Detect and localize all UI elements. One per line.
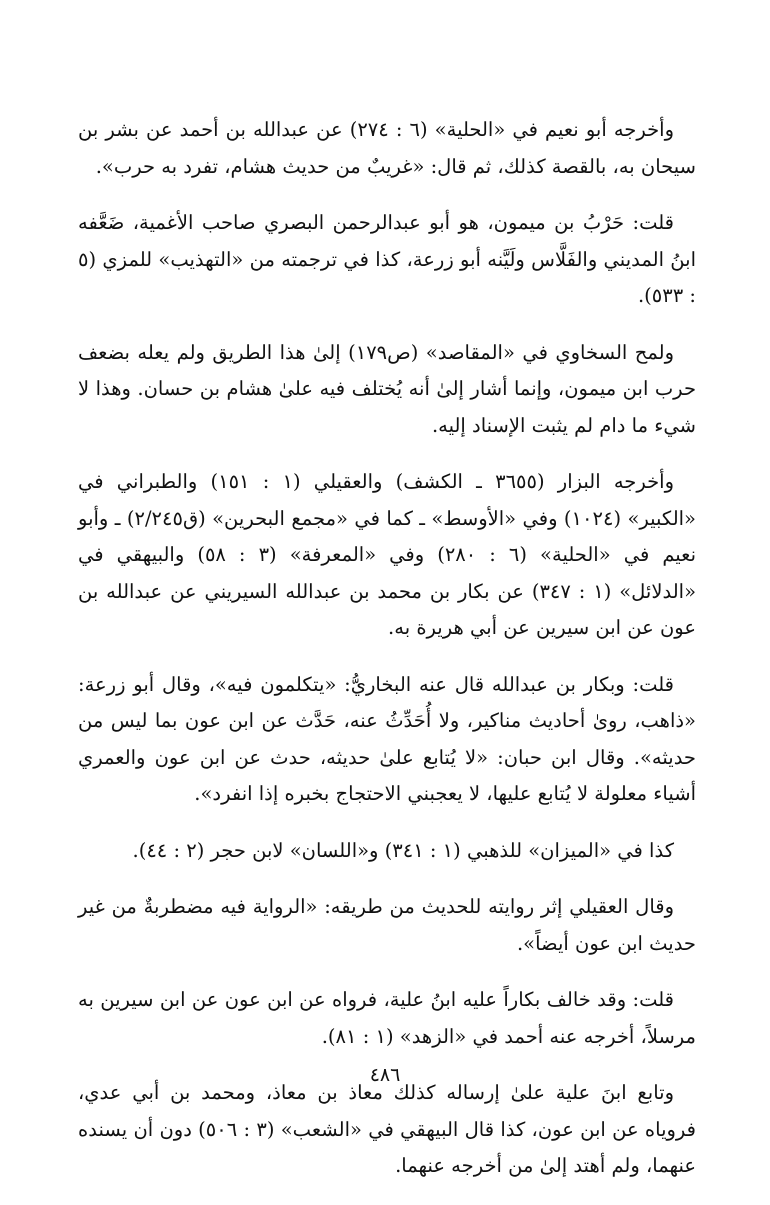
paragraph-bazzar-takhrij: وأخرجه البزار (٣٦٥٥ ـ الكشف) والعقيلي (١ : ١٥١) والطبراني في «الكبير» (١٠٢٤) وفي «الأوسط» ـ كما في «مجمع البحرين» (ق٢/٢٤٥) ـ وأبو نعيم في «الحلية» (٦ : ٢٨٠) وفي «المعرفة» (٣ : ٥٨) والبيهقي في «الدلائل» (١ : ٣٤٧) عن بكار بن محمد بن عبدالله السيريني عن عبدالله بن عون عن ابن سيرين عن أبي هريرة به. — [78, 470, 697, 639]
paragraph-abu-nuaym-hilya: وأخرجه أبو نعيم في «الحلية» (٦ : ٢٧٤) عن عبدالله بن أحمد عن بشر بن سيحان به، بالقصة كذلك، ثم قال: «غريبٌ من حديث هشام، تفرد به حرب». — [78, 118, 696, 178]
page-body — [78, 112, 696, 1205]
page-number: ٤٨٦ — [369, 1064, 401, 1086]
paragraph-muadh-followup: وتابع ابنَ علية علىٰ إرساله كذلك معاذ بن معاذ، ومحمد بن أبي عدي، فروياه عن ابن عون، كذا قال البيهقي في «الشعب» (٣ : ٥٠٦) دون أن يسنده عنهما، ولم أهتد إلىٰ من أخرجه عنهما. — [78, 1081, 696, 1177]
paragraph-harb-ibn-maymun: قلت: حَرْبُ بن ميمون، هو أبو عبدالرحمن البصري صاحب الأغمية، ضَعَّفه ابنُ المديني والفَلَّاس ولَيَّنه أبو زرعة، كذا في ترجمته من «التهذيب» للمزي (٥ : ٥٣٣). — [78, 211, 696, 307]
paragraph-uqayli: وقال العقيلي إثر روايته للحديث من طريقه: «الرواية فيه مضطربةٌ من غير حديث ابن عون أيضاً». — [78, 895, 696, 955]
paragraph-bakkar-critique: قلت: وبكار بن عبدالله قال عنه البخاريُّ: «يتكلمون فيه»، وقال أبو زرعة: «ذاهب، روىٰ أحاديث مناكير، ولا أُحَدِّثُ عنه، حَدَّث عن ابن عون بما ليس من حديثه». وقال ابن حبان: «لا يُتابع علىٰ حديثه، حدث عن ابن عون والعمري أشياء معلولة لا يُتابع عليها، لا يعجبني الاحتجاج بخبره إذا انفرد». — [78, 672, 696, 805]
paragraph-mizan-lisan: كذا في «الميزان» للذهبي (١ : ٣٤١) و«اللسان» لابن حجر (٢ : ٤٤). — [132, 838, 674, 862]
paragraph-ibn-ulayya: قلت: وقد خالف بكاراً عليه ابنُ علية، فرواه عن ابن عون عن ابن سيرين به مرسلاً، أخرجه عنه أحمد في «الزهد» (١ : ٨١). — [78, 988, 696, 1048]
paragraph-sakhawi-maqasid: ولمح السخاوي في «المقاصد» (ص١٧٩) إلىٰ هذا الطريق ولم يعله بضعف حرب ابن ميمون، وإنما أشار إلىٰ أنه يُختلف فيه علىٰ هشام بن حسان. وهذا لا شيء ما دام لم يثبت الإسناد إليه. — [78, 340, 696, 437]
